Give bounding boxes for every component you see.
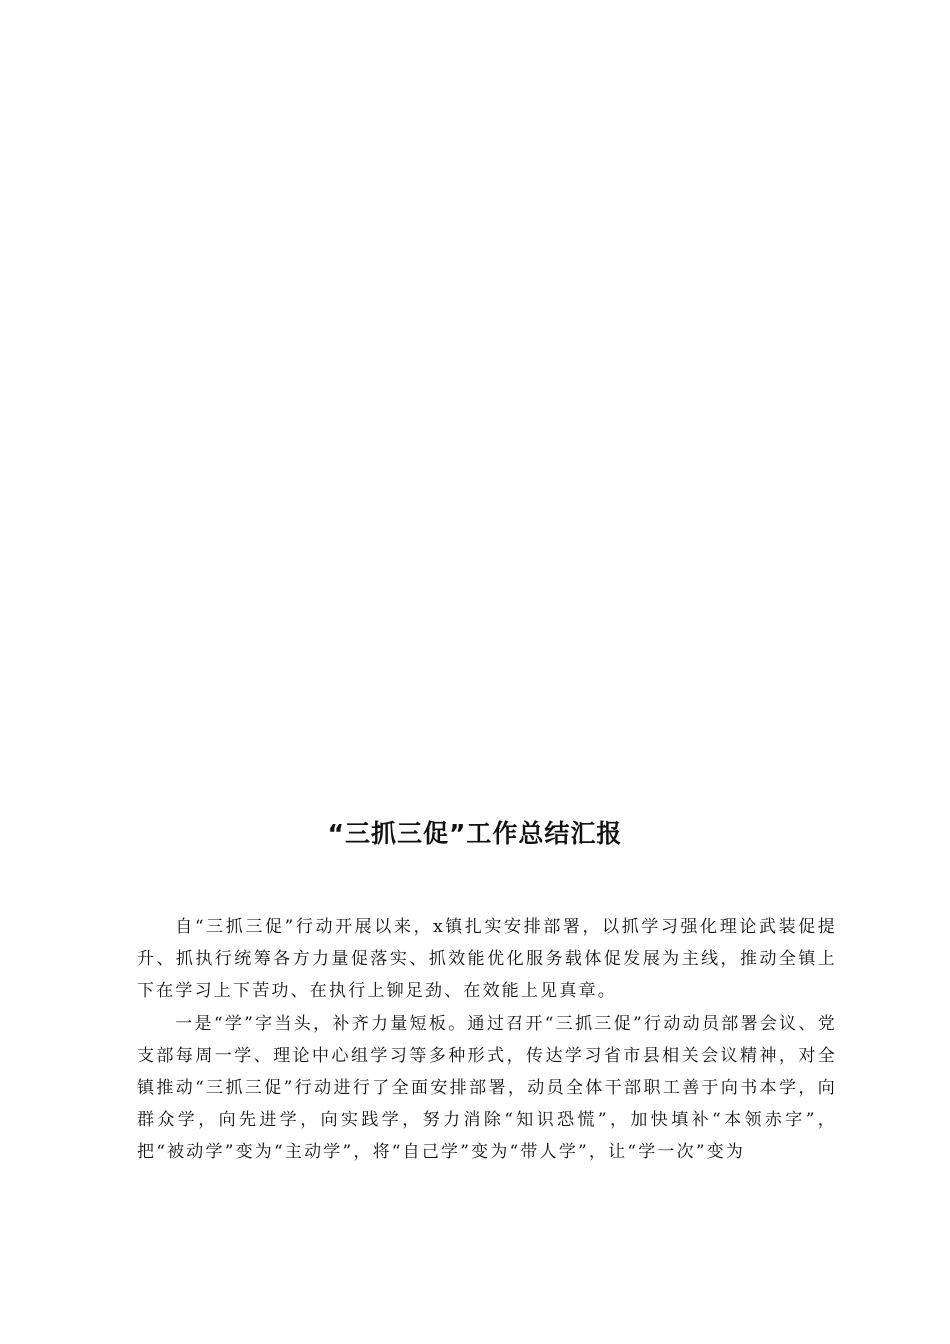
- paragraph-intro: 自“三抓三促”行动开展以来，x镇扎实安排部署，以抓学习强化理论武装促提升、抓执行统筹各方力量促落实、抓效能优化服务载体促发展为主线，推动全镇上下在学习上下苦功、在执行上铆足劲、在效能上见真章。: [137, 917, 837, 1002]
- document-title: “三抓三促”工作总结汇报: [327, 819, 623, 848]
- paragraph-point-one: 一是“学”字当头，补齐力量短板。通过召开“三抓三促”行动动员部署会议、党支部每周一学、理论中心组学习等多种形式，传达学习省市县相关会议精神，对全镇推动“三抓三促”行动进行了全面安排部署，动员全体干部职工善于向书本学，向群众学，向先进学，向实践学，努力消除“知识恐慌”，加快填补“本领赤字”，把“被动学”变为“主动学”，将“自己学”变为“带人学”，让“学一次”变为: [137, 1013, 837, 1163]
- document-body: [137, 911, 837, 1169]
